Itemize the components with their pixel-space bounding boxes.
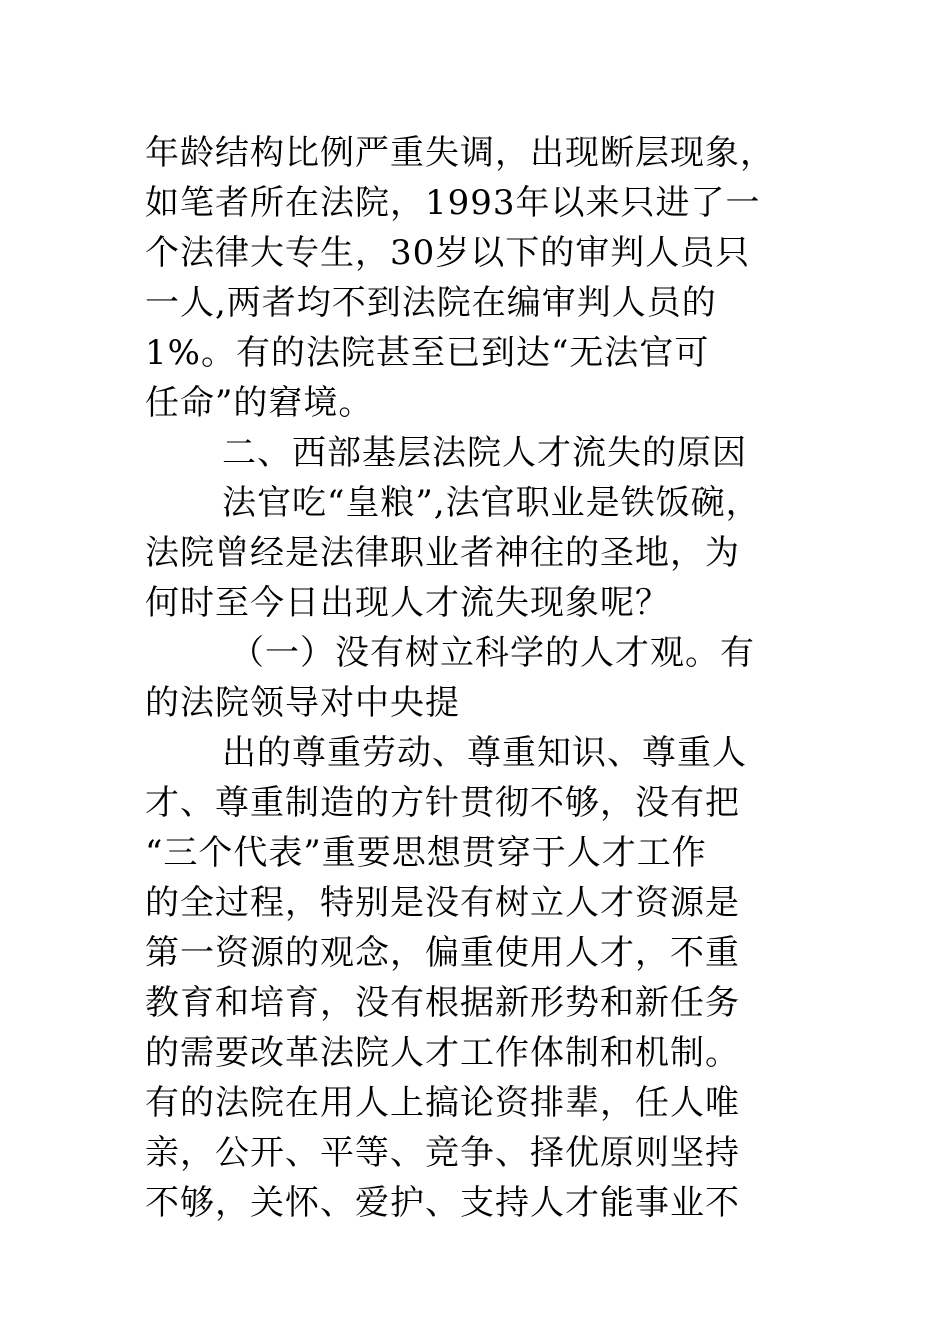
text-line: 的需要改革法院人才工作体制和机制。 [145, 1033, 740, 1073]
text-line: 第一资源的观念，偏重使用人才，不重 [145, 933, 740, 973]
subsection-heading: （一）没有树立科学的人才观。有 [230, 633, 755, 673]
text-line: 不够，关怀、爱护、支持人才能事业不 [145, 1183, 740, 1223]
text-line: 1%。有的法院甚至已到达“无法官可 [145, 333, 710, 373]
text-line: 个法律大专生，30岁以下的审判人员只 [145, 233, 751, 273]
text-line: 出的尊重劳动、尊重知识、尊重人 [222, 733, 747, 773]
text-line: 的全过程，特别是没有树立人才资源是 [145, 883, 740, 923]
text-line: 何时至今日出现人才流失现象呢？ [145, 583, 670, 623]
text-line: “三个代表”重要思想贯穿于人才工作 [145, 833, 707, 873]
text-line: 一人,两者均不到法院在编审判人员的 [145, 283, 717, 323]
text-line: 有的法院在用人上搞论资排辈，任人唯 [145, 1083, 740, 1123]
text-line: 才、尊重制造的方针贯彻不够，没有把 [145, 783, 740, 823]
section-heading: 二、西部基层法院人才流失的原因 [222, 433, 747, 473]
text-line: 的法院领导对中央提 [145, 683, 460, 723]
text-line: 如笔者所在法院，1993年以来只进了一 [145, 183, 761, 223]
text-line: 年龄结构比例严重失调，出现断层现象， [145, 133, 775, 173]
text-line: 法院曾经是法律职业者神往的圣地，为 [145, 533, 740, 573]
text-line: 任命”的窘境。 [145, 383, 374, 423]
text-line: 亲，公开、平等、竞争、择优原则坚持 [145, 1133, 740, 1173]
text-line: 教育和培育，没有根据新形势和新任务 [145, 983, 740, 1023]
text-line: 法官吃“皇粮”,法官职业是铁饭碗， [222, 483, 761, 523]
